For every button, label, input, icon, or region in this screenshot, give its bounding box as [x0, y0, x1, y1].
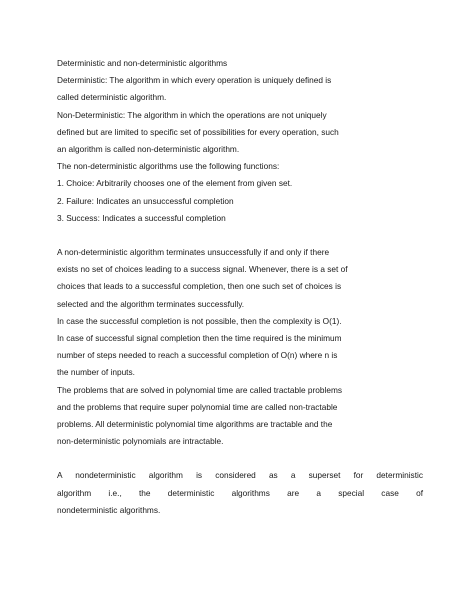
text-line: Deterministic: The algorithm in which every operation is uniquely defined is — [57, 75, 332, 86]
text-line: problems. All deterministic polynomial time algorithms are tractable and the — [57, 419, 333, 430]
termination-section — [57, 244, 423, 450]
text-line: called deterministic algorithm. — [57, 92, 167, 103]
text-line: nondeterministic algorithms. — [57, 504, 161, 515]
text-line: selected and the algorithm terminates successfully. — [57, 298, 245, 309]
text-line: and the problems that require super polynomial time are called non-tractable — [57, 401, 338, 412]
paragraph-spacer — [57, 450, 423, 467]
text-line: algorithm i.e., the deterministic algorithms are a special case of — [57, 487, 423, 498]
list-item: 2. Failure: Indicates an unsuccessful completion — [57, 195, 234, 206]
list-item: 1. Choice: Arbitrarily chooses one of the element from given set. — [57, 178, 293, 189]
text-line: Non-Deterministic: The algorithm in which the operations are not uniquely — [57, 109, 327, 120]
text-line: defined but are limited to specific set of possibilities for every operation, such — [57, 126, 339, 137]
definitions-section — [57, 55, 423, 227]
paragraph-spacer — [57, 227, 423, 244]
text-line: In case of successful signal completion then the time required is the minimum — [57, 333, 342, 344]
text-line: number of steps needed to reach a successful completion of O(n) where n is — [57, 350, 338, 361]
text-line: an algorithm is called non-deterministic algorithm. — [57, 144, 240, 155]
text-line: non-deterministic polynomials are intractable. — [57, 436, 224, 447]
text-line: exists no set of choices leading to a success signal. Whenever, there is a set of — [57, 264, 348, 275]
text-line: choices that leads to a successful completion, then one such set of choices is — [57, 281, 342, 292]
text-line: A non-deterministic algorithm terminates unsuccessfully if and only if there — [57, 247, 330, 258]
text-line: A nondeterministic algorithm is considered as a superset for deterministic — [57, 470, 423, 481]
text-line: The problems that are solved in polynomial time are called tractable problems — [57, 384, 342, 395]
document-body — [57, 55, 423, 519]
document-title: Deterministic and non-deterministic algorithms — [57, 58, 228, 68]
text-line: The non-deterministic algorithms use the following functions: — [57, 161, 280, 172]
text-line: In case the successful completion is not possible, then the complexity is O(1). — [57, 315, 342, 326]
superset-section — [57, 467, 423, 519]
list-item: 3. Success: Indicates a successful completion — [57, 212, 226, 223]
text-line: the number of inputs. — [57, 367, 135, 378]
